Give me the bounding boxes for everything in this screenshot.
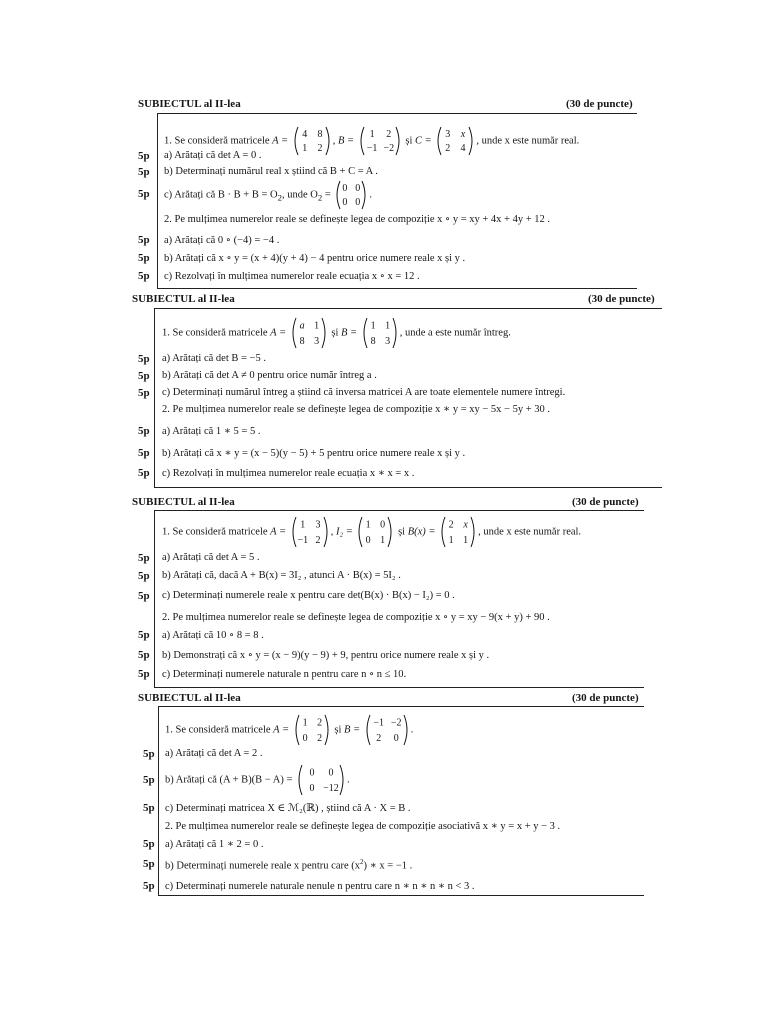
matrix-entry: 4 <box>460 143 466 155</box>
left-paren <box>293 318 296 348</box>
right-paren <box>362 181 365 209</box>
item-text: a) Arătați că det A = 2 . <box>165 748 263 759</box>
matrix-entry: 8 <box>299 335 305 347</box>
item-text: c) Determinați numerele naturale nenule n pentru care n ∗ n ∗ n ∗ n < 3 . <box>165 881 475 892</box>
points-label: 5p <box>143 802 155 814</box>
item-text: a) Arătați că det A = 5 . <box>162 552 260 563</box>
item-text: b) Determinați numărul real x știind că B + C = A . <box>164 166 378 177</box>
matrix-entry: 0 <box>309 767 315 779</box>
left-paren <box>359 517 362 547</box>
item-text: a) Arătați că det B = −5 . <box>162 353 266 364</box>
matrix-entry: −1 <box>366 143 378 155</box>
section-title: SUBIECTUL al II-lea <box>132 496 235 508</box>
section-title: SUBIECTUL al II-lea <box>138 692 241 704</box>
matrix-entry: −12 <box>323 782 339 794</box>
item-text: a) Arătați că 0 ∘ (−4) = −4 . <box>164 235 280 246</box>
item-text: b) Determinați numerele reale x pentru care $(x^2)$ ∗ x = −1 . <box>165 858 413 872</box>
item-text: c) Rezolvați în mulțimea numerelor reale ecuația x ∗ x = x . <box>162 468 415 479</box>
points-label: 5p <box>138 629 150 641</box>
matrix-B <box>358 126 402 156</box>
right-paren <box>388 517 391 547</box>
matrix-entry: −2 <box>383 143 394 155</box>
matrix-entry: 2 <box>375 732 381 744</box>
left-paren <box>299 765 302 795</box>
matrix-entry: 1 <box>300 519 306 531</box>
matrix-entry: 0 <box>342 182 348 194</box>
matrix-entry: −1 <box>297 534 308 546</box>
points-label: 5p <box>143 774 155 786</box>
matrix-entry: 2 <box>315 534 321 546</box>
right-paren <box>324 517 327 547</box>
points-label: 5p <box>138 570 150 582</box>
points-label: 5p <box>138 649 150 661</box>
points-label: 5p <box>138 387 150 399</box>
matrix-O2 <box>334 180 368 210</box>
item-text: b) Arătați că det A ≠ 0 pentru orice număr întreg a . <box>162 370 377 381</box>
matrix-entry: 3 <box>313 335 319 347</box>
section-points: (30 de puncte) <box>572 692 639 704</box>
item-text: a) Arătați că 10 ∘ 8 = 8 . <box>162 630 264 641</box>
section-header <box>0 98 768 112</box>
points-label: 5p <box>143 748 155 760</box>
matrix-entry: 0 <box>355 197 361 209</box>
points-label: 5p <box>138 252 150 264</box>
matrix-result <box>296 764 346 796</box>
points-label: 5p <box>138 552 150 564</box>
points-label: 5p <box>138 425 150 437</box>
left-paren <box>367 715 370 745</box>
item-text: c) Determinați matricea X ∈ ℳ₂(ℝ) , știind că A · X = B . <box>165 803 411 814</box>
matrix-entry: 2 <box>386 128 392 140</box>
matrix-entry: 1 <box>302 717 308 729</box>
matrix-I2 <box>356 516 394 548</box>
matrix-A <box>290 516 330 548</box>
matrix-entry: 3 <box>384 335 390 347</box>
points-label: 5p <box>138 270 150 282</box>
left-paren <box>293 517 296 547</box>
section-header <box>0 293 768 307</box>
item-text: c) Rezolvați în mulțimea numerelor reale ecuația x ∘ x = 12 . <box>164 271 420 282</box>
section-header <box>0 692 768 706</box>
left-paren <box>296 715 299 745</box>
matrix-entry: 4 <box>302 128 308 140</box>
item-text: c) Determinați numerele reale x pentru care det(B(x) · B(x) − I₂) = 0 . <box>162 590 455 601</box>
matrix-entry: 0 <box>309 782 315 794</box>
item-text: 2. Pe mulțimea numerelor reale se definește legea de compoziție x ∗ y = xy − 5x − 5y + 30 . <box>162 404 551 415</box>
points-label: 5p <box>138 370 150 382</box>
item-text: c) Determinați numărul întreg a știind că inversa matricei A are toate elementele numere întregi. <box>162 387 566 398</box>
matrix-entry: 3 <box>445 128 451 140</box>
matrix-A <box>292 126 332 156</box>
item-text: 2. Pe mulțimea numerelor reale se definește legea de compoziție x ∘ y = xy − 9(x + y) + 90 . <box>162 612 550 623</box>
matrix-entry: 8 <box>370 335 376 347</box>
left-paren <box>295 127 298 155</box>
matrix-entry: a <box>299 320 305 332</box>
matrix-entry: 1 <box>380 534 386 546</box>
matrix-entry: 0 <box>302 732 308 744</box>
section-points: (30 de puncte) <box>572 496 639 508</box>
matrix-A <box>293 714 331 746</box>
points-label: 5p <box>138 467 150 479</box>
matrix-entry: 2 <box>316 732 322 744</box>
matrix-entry: 2 <box>448 519 454 531</box>
right-paren <box>404 715 407 745</box>
matrix-entry: x <box>463 519 468 531</box>
points-label: 5p <box>138 188 150 200</box>
left-paren <box>361 127 364 155</box>
item-text: c) Determinați numerele naturale n pentru care n ∘ n ≤ 10. <box>162 669 407 680</box>
points-label: 5p <box>143 880 155 892</box>
points-label: 5p <box>138 166 150 178</box>
matrix-entry: 2 <box>317 143 323 155</box>
section-title: SUBIECTUL al II-lea <box>132 293 235 305</box>
matrix-entry: 8 <box>317 128 323 140</box>
left-paren <box>364 318 367 348</box>
points-label: 5p <box>143 858 155 870</box>
right-paren <box>322 318 325 348</box>
left-paren <box>337 181 340 209</box>
matrix-entry: 0 <box>328 767 334 779</box>
matrix-entry: 1 <box>463 534 469 546</box>
matrix-entry: 0 <box>380 519 386 531</box>
item-text: b) Arătați că (A + B)(B − A) = 0 0 0 −12 . <box>165 764 350 796</box>
matrix-A <box>290 317 328 349</box>
item-text: a) Arătați că det A = 0 . <box>164 150 262 161</box>
item-text: 2. Pe mulțimea numerelor reale se definește legea de compoziție x ∘ y = xy + 4x + 4y + 12 . <box>164 214 551 225</box>
section-points: (30 de puncte) <box>588 293 655 305</box>
left-paren <box>442 517 445 547</box>
matrix-entry: 1 <box>369 128 375 140</box>
matrix-entry: 1 <box>384 320 390 332</box>
points-label: 5p <box>138 668 150 680</box>
matrix-B <box>364 714 410 746</box>
item-text: 2. Pe mulțimea numerelor reale se definește legea de compoziție asociativă x ∗ y = x + y − 3 . <box>165 821 561 832</box>
item-text: a) Arătați că 1 ∗ 5 = 5 . <box>162 426 261 437</box>
points-label: 5p <box>143 838 155 850</box>
matrix-entry: 1 <box>366 519 372 531</box>
item-text: b) Arătați că x ∗ y = (x − 5)(y − 5) + 5 pentru orice numere reale x și y . <box>162 448 466 459</box>
right-paren <box>396 127 399 155</box>
matrix-entry: 2 <box>445 143 451 155</box>
matrix-entry: 2 <box>316 717 322 729</box>
right-paren <box>471 517 474 547</box>
right-paren <box>340 765 343 795</box>
right-paren <box>325 715 328 745</box>
right-paren <box>469 127 472 155</box>
matrix-entry: 0 <box>393 732 399 744</box>
matrix-Bx <box>439 516 477 548</box>
matrix-entry: x <box>461 128 466 140</box>
matrix-entry: 1 <box>448 534 454 546</box>
section-header <box>0 496 768 510</box>
matrix-entry: 0 <box>355 182 361 194</box>
matrix-entry: 1 <box>370 320 376 332</box>
right-paren <box>326 127 329 155</box>
points-label: 5p <box>138 150 150 162</box>
item-text: c) Arătați că $B \cdot B + B = O_2$, unde $O_2$ = 0 0 0 0 . <box>164 180 372 210</box>
matrix-B <box>361 317 399 349</box>
left-paren <box>438 127 441 155</box>
points-label: 5p <box>138 590 150 602</box>
item-text: b) Arătați că x ∘ y = (x + 4)(y + 4) − 4 pentru orice numere reale x și y . <box>164 253 466 264</box>
section-title: SUBIECTUL al II-lea <box>138 98 241 110</box>
matrix-entry: −1 <box>373 717 384 729</box>
matrix-C <box>435 126 475 156</box>
item-text: b) Arătați că, dacă A + B(x) = 3I₂ , atunci A · B(x) = 5I₂ . <box>162 570 401 581</box>
matrix-entry: 1 <box>302 143 308 155</box>
matrix-entry: 1 <box>313 320 319 332</box>
matrix-entry: −2 <box>390 717 402 729</box>
matrix-entry: 3 <box>315 519 321 531</box>
item-text: a) Arătați că 1 ∗ 2 = 0 . <box>165 839 264 850</box>
item-text: b) Demonstrați că x ∘ y = (x − 9)(y − 9) + 9, pentru orice numere reale x și y . <box>162 650 490 661</box>
points-label: 5p <box>138 234 150 246</box>
matrix-entry: 0 <box>366 534 372 546</box>
points-label: 5p <box>138 447 150 459</box>
right-paren <box>393 318 396 348</box>
matrix-entry: 0 <box>342 197 348 209</box>
section-points: (30 de puncte) <box>566 98 633 110</box>
points-label: 5p <box>138 353 150 365</box>
